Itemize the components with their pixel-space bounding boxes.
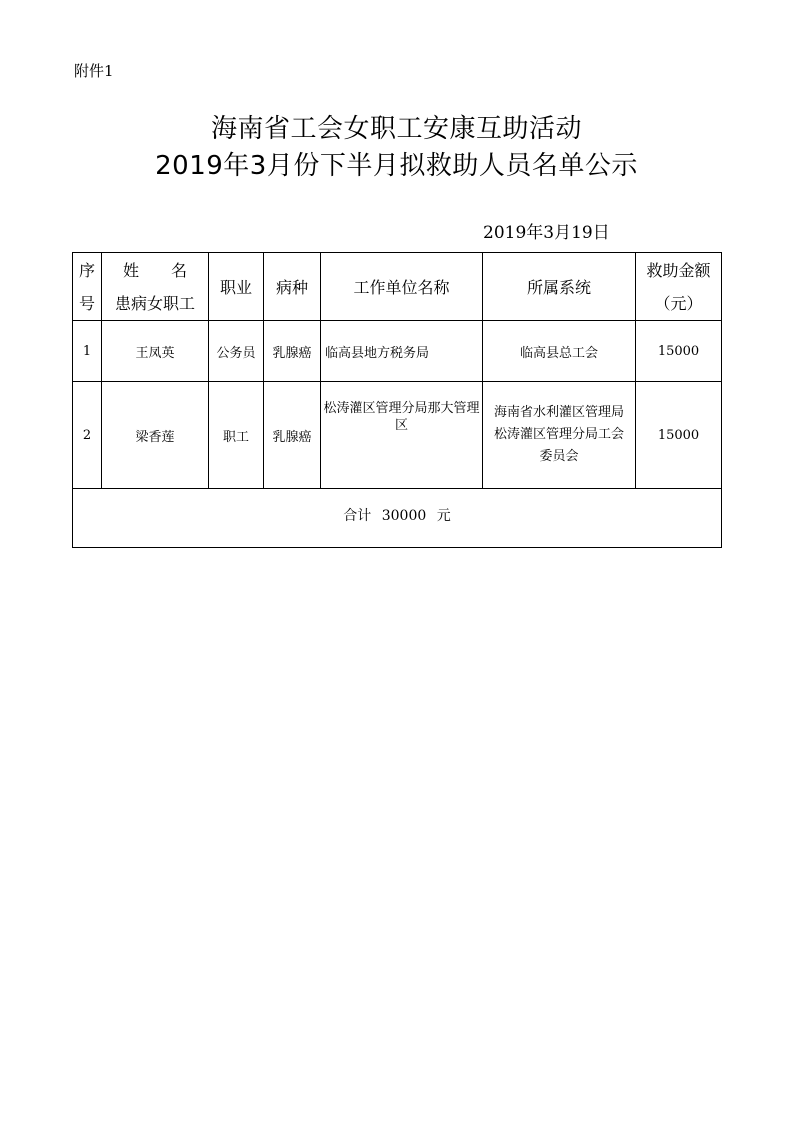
row-1-system: 临高县总工会 [483, 321, 636, 382]
header-amount [636, 253, 722, 321]
header-seq-line-2: 号 [78, 293, 95, 313]
table-row [73, 321, 722, 382]
row-2-system-line-2: 松涛灌区管理分局工会 [493, 427, 624, 442]
row-1-workplace: 临高县地方税务局 [321, 321, 483, 382]
header-name-line-1: 姓 名 [122, 260, 187, 280]
row-1-seq: 1 [73, 321, 102, 382]
header-amount-line-2: （元） [654, 293, 703, 313]
page-title-line-2: 2019年3月份下半月拟救助人员名单公示 [155, 151, 638, 181]
row-2-disease: 乳腺癌 [264, 382, 321, 489]
row-2-seq: 2 [73, 382, 102, 489]
header-occupation: 职业 [209, 253, 264, 321]
header-amount-line-1: 救助金额 [646, 260, 711, 280]
page-title-line-1: 海南省工会女职工安康互助活动 [210, 114, 582, 144]
table-total-row [73, 489, 722, 548]
row-1-disease: 乳腺癌 [264, 321, 321, 382]
table-row [73, 382, 722, 489]
row-2-name: 梁香莲 [102, 382, 209, 489]
row-1-amount: 15000 [636, 321, 722, 382]
total-amount: 合计 30000 元 [73, 489, 722, 548]
relief-roster-table [72, 252, 722, 548]
header-seq [73, 253, 102, 321]
table-header-row [73, 253, 722, 321]
row-1-occupation: 公务员 [209, 321, 264, 382]
row-2-amount: 15000 [636, 382, 722, 489]
row-2-system [483, 382, 636, 489]
header-name-line-2: 患病女职工 [114, 293, 195, 313]
attachment-label: 附件1 [74, 62, 114, 80]
header-seq-line-1: 序 [78, 260, 95, 280]
publication-date: 2019年3月19日 [483, 223, 610, 243]
row-1-name: 王凤英 [102, 321, 209, 382]
row-2-system-line-3: 委员会 [539, 449, 579, 464]
row-2-occupation: 职工 [209, 382, 264, 489]
header-disease: 病种 [264, 253, 321, 321]
header-system: 所属系统 [483, 253, 636, 321]
row-2-system-line-1: 海南省水利灌区管理局 [493, 405, 624, 420]
header-name [102, 253, 209, 321]
header-workplace: 工作单位名称 [321, 253, 483, 321]
row-2-workplace: 松涛灌区管理分局那大管理区 [321, 382, 483, 489]
